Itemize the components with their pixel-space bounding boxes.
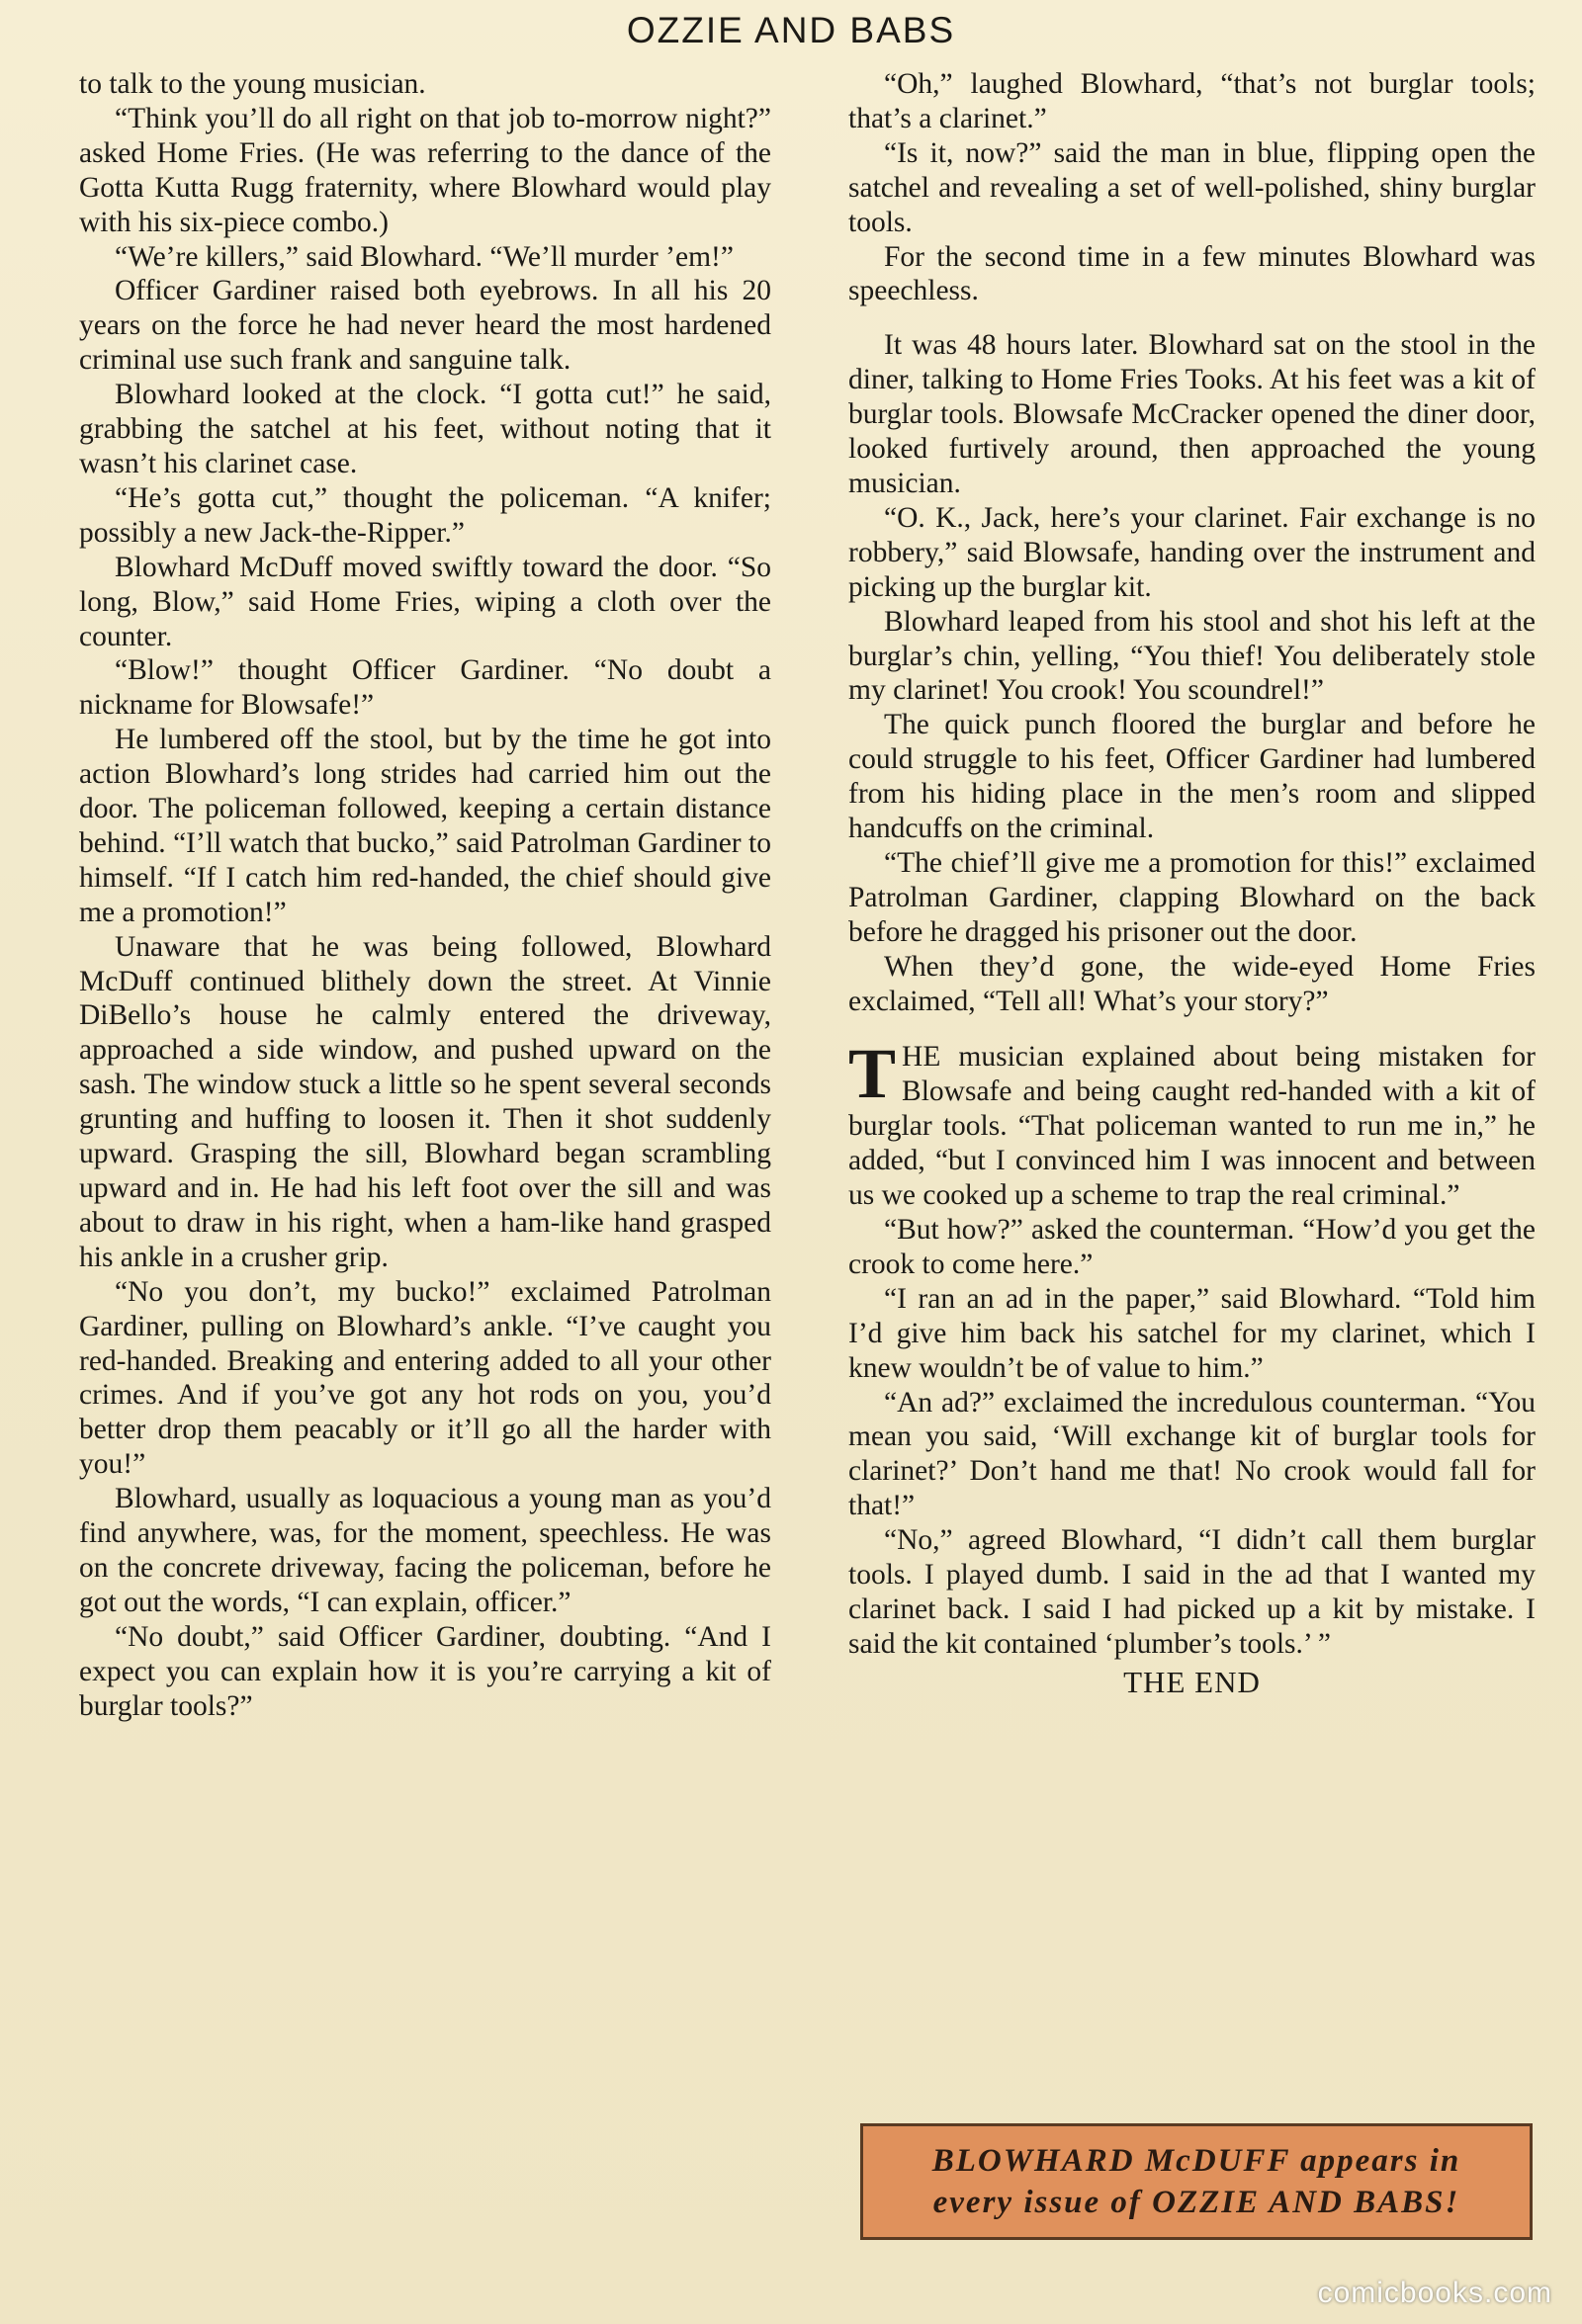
promo-line-1: BLOWHARD McDUFF appears in: [931, 2143, 1461, 2179]
paragraph-text: For the second time in a few minutes Blowhard was speechless.: [848, 240, 1536, 307]
the-end: THE END: [1123, 1664, 1261, 1699]
drop-cap: T: [848, 1034, 897, 1114]
promo-line-2: every issue of OZZIE AND BABS!: [932, 2185, 1460, 2220]
paragraph-text: HE musician explained about being mistaken for Blowsafe and being caught red-handed with a kit of burglar tools. “That policeman wanted to run me in,” he added, “but I convinced him I was innocent and between us we cooked up a scheme to trap the real criminal.”: [848, 1041, 1536, 1212]
paragraph-text: Blowhard McDuff moved swiftly toward the door. “So long, Blow,” said Home Fries, wiping a cloth over the counter.: [79, 551, 771, 652]
paragraph-text: “Blow!” thought Officer Gardiner. “No doubt a nickname for Blowsafe!”: [79, 654, 771, 722]
paragraph: [848, 1386, 1536, 1524]
paragraph-text: “The chief’ll give me a promotion for this!” exclaimed Patrolman Gardiner, clapping Blowhard on the back before he dragged his prisoner out the door.: [848, 846, 1536, 948]
paragraph: [79, 378, 771, 481]
paragraph-text: “O. K., Jack, here’s your clarinet. Fair exchange is no robbery,” said Blowsafe, handing over the instrument and picking up the burglar kit.: [848, 501, 1536, 603]
paragraph-text: “Is it, now?” said the man in blue, flipping open the satchel and revealing a set of well-polished, shiny burglar tools.: [848, 136, 1536, 238]
paragraph: [79, 67, 771, 102]
paragraph-text: “No doubt,” said Officer Gardiner, doubting. “And I expect you can explain how it is you’re carrying a kit of burglar tools?”: [79, 1620, 771, 1722]
paragraph: [79, 930, 771, 1275]
paragraph-text: Blowhard looked at the clock. “I gotta cut!” he said, grabbing the satchel at his feet, without noting that it wasn’t his clarinet case.: [79, 379, 771, 479]
paragraph: [848, 1213, 1536, 1282]
left-column: [79, 67, 771, 1724]
paragraph-text: Unaware that he was being followed, Blowhard McDuff continued blithely down the street. At Vinnie DiBello’s house he calmly entered the driveway, approached a side window, and pushed upward on the sash. The window stuck a little so he spent several seconds grunting and huffing to loosen it. Then it shot suddenly upward. Grasping the sill, Blowhard began scrambling upward and in. He had his left foot over the sill and was about to draw in his right, when a ham-like hand grasped his ankle in a crusher grip.: [79, 930, 771, 1273]
paragraph-text: “We’re killers,” said Blowhard. “We’ll murder ’em!”: [115, 240, 734, 273]
paragraph: [848, 1034, 1536, 1213]
paragraph-text: “I ran an ad in the paper,” said Blowhard. “Told him I’d give him back his satchel for my clarinet, which I knew wouldn’t be of value to him.”: [848, 1282, 1536, 1384]
paragraph-text: Officer Gardiner raised both eyebrows. In all his 20 years on the force he had never heard the most hardened criminal use such frank and sanguine talk.: [79, 275, 771, 377]
paragraph: [848, 950, 1536, 1019]
paragraph: [848, 1523, 1536, 1662]
paragraph: [79, 1275, 771, 1482]
paragraph: [848, 501, 1536, 605]
paragraph-text: “No,” agreed Blowhard, “I didn’t call them burglar tools. I played dumb. I said in the ad that I wanted my clarinet back. I said I had picked up a kit by mistake. I said the kit contained ‘plumber’s tools.’ ”: [848, 1524, 1536, 1660]
paragraph: [79, 1620, 771, 1724]
paragraph: [79, 481, 771, 551]
right-column: [848, 67, 1536, 1700]
paragraph: [79, 240, 771, 275]
watermark: comicbooks.com: [1317, 2277, 1552, 2309]
paragraph: [79, 1482, 771, 1620]
paragraph-text: “Oh,” laughed Blowhard, “that’s not burglar tools; that’s a clarinet.”: [848, 68, 1536, 134]
paragraph-text: “An ad?” exclaimed the incredulous counterman. “You mean you said, ‘Will exchange kit of burglar tools for clarinet?’ Don’t hand me that! No crook would fall for that!”: [848, 1386, 1536, 1522]
paragraph-text: “But how?” asked the counterman. “How’d you get the crook to come here.”: [848, 1214, 1536, 1280]
paragraph-text: He lumbered off the stool, but by the time he got into action Blowhard’s long strides had carried him out the door. The policeman followed, keeping a certain distance behind. “I’ll watch that bucko,” said Patrolman Gardiner to himself. “If I catch him red-handed, the chief should give me a promotion!”: [79, 724, 771, 928]
paragraph-text: “He’s gotta cut,” thought the policeman. “A knifer; possibly a new Jack-the-Ripper.”: [79, 481, 771, 549]
paragraph-text: “No you don’t, my bucko!” exclaimed Patrolman Gardiner, pulling on Blowhard’s ankle. “I’ve caught you red-handed. Breaking and entering added to all your other crimes. And if you’ve got any hot rods on you, you’d better drop them peacably or it’ll go all the harder with you!”: [79, 1275, 771, 1481]
paragraph-text: When they’d gone, the wide-eyed Home Fries exclaimed, “Tell all! What’s your story?”: [848, 950, 1536, 1017]
paragraph-text: “Think you’ll do all right on that job to-morrow night?” asked Home Fries. (He was referring to the dance of the Gotta Kutta Rugg fraternity, where Blowhard would play with his six-piece combo.): [79, 102, 771, 238]
paragraph-text: It was 48 hours later. Blowhard sat on the stool in the diner, talking to Home Fries Tooks. At his feet was a kit of burglar tools. Blowsafe McCracker opened the diner door, looked furtively around, then approached the young musician.: [848, 329, 1536, 499]
paragraph: [848, 67, 1536, 136]
paragraph-text: Blowhard leaped from his stool and shot his left at the burglar’s chin, yelling, “You thief! You deliberately stole my clarinet! You crook! You scoundrel!”: [848, 605, 1536, 707]
paragraph: [79, 551, 771, 654]
paragraph-text: The quick punch floored the burglar and before he could struggle to his feet, Officer Gardiner had lumbered from his hiding place in the men’s room and slipped handcuffs on the criminal.: [848, 709, 1536, 845]
paragraph: [848, 1282, 1536, 1386]
paragraph: [848, 846, 1536, 950]
promo-box: [860, 2123, 1533, 2240]
paragraph: [848, 605, 1536, 709]
paragraph: [848, 328, 1536, 501]
paragraph: [79, 653, 771, 723]
paragraph: [848, 240, 1536, 309]
paragraph: [848, 708, 1536, 846]
paragraph-text: to talk to the young musician.: [79, 68, 426, 100]
paragraph-text: Blowhard, usually as loquacious a young man as you’d find anywhere, was, for the moment, speechless. He was on the concrete driveway, facing the policeman, before he got out the words, “I can explain, officer.”: [79, 1483, 771, 1618]
paragraph: [79, 102, 771, 240]
paragraph: [79, 723, 771, 929]
page-title: OZZIE AND BABS: [626, 10, 956, 50]
paragraph: [79, 274, 771, 378]
paragraph: [848, 136, 1536, 240]
